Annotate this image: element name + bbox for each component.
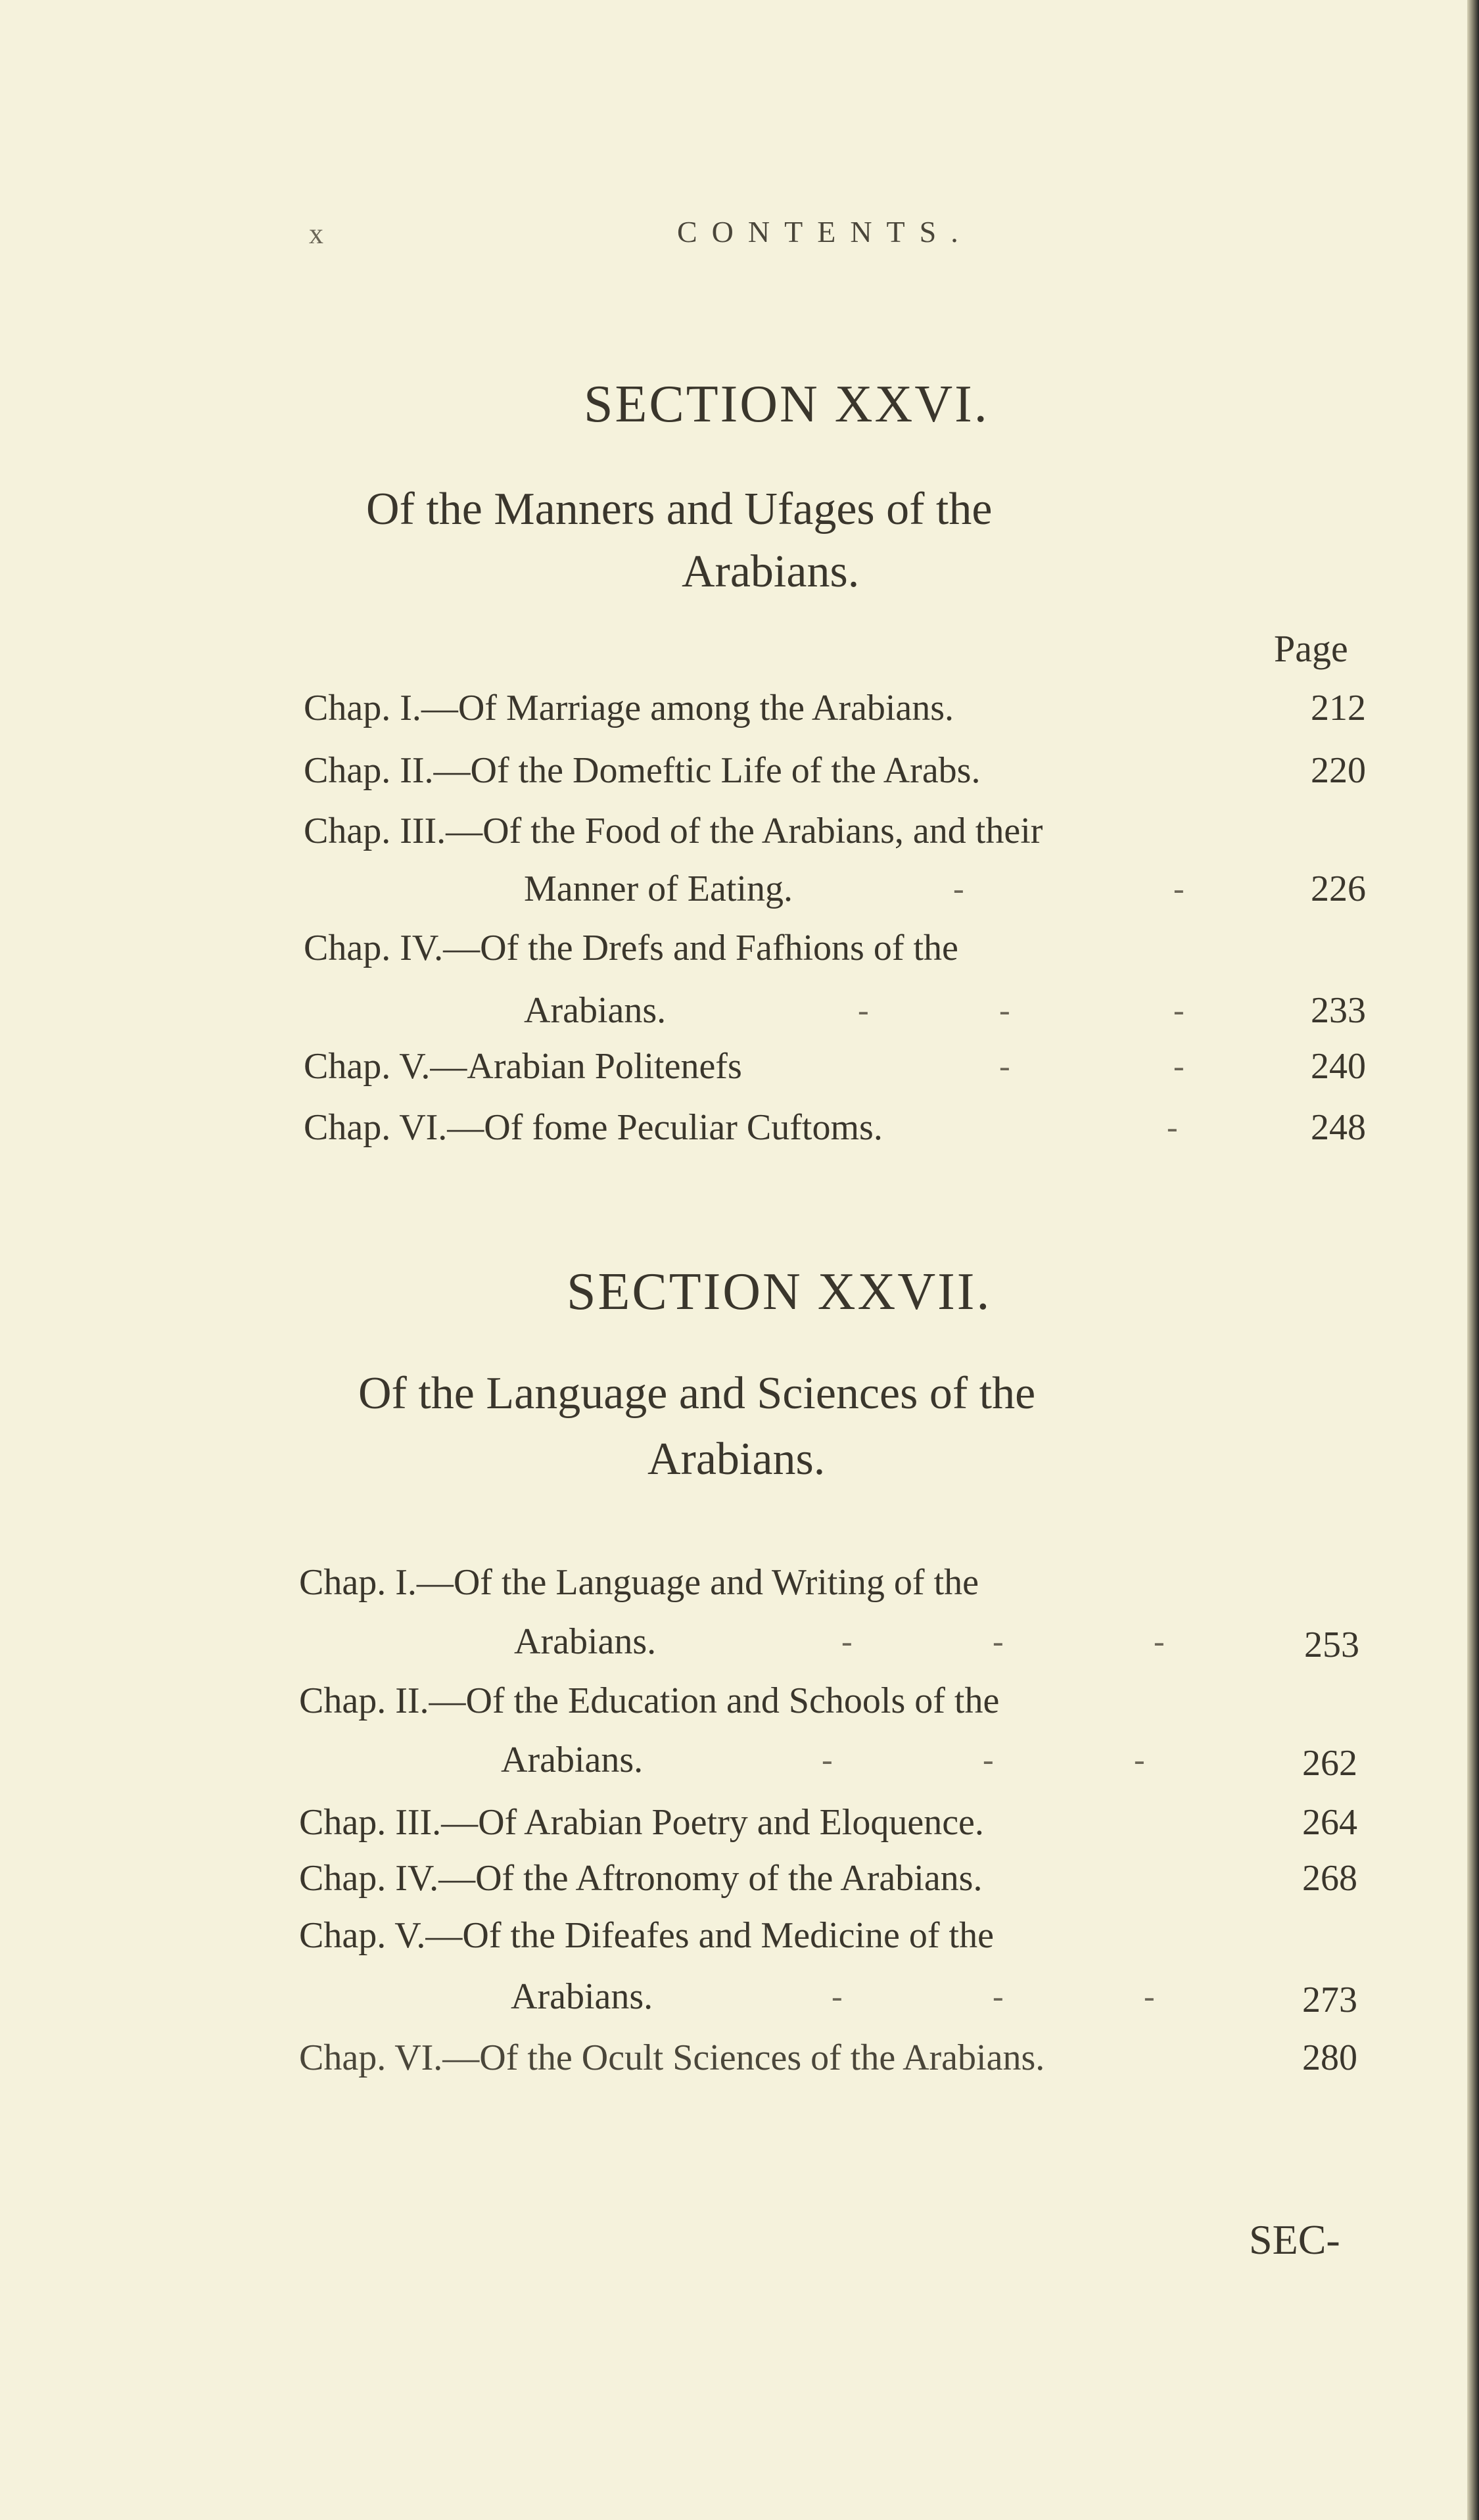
section-heading: SECTION XXVI. [584,375,989,433]
chapter-label-continuation: Arabians. [511,1976,653,2017]
dot-leader: - [1134,1741,1145,1778]
chapter-label: Chap. II.—Of the Domeftic Life of the Arabs. [304,750,981,791]
chapter-label: Chap. II.—Of the Education and Schools of the [299,1680,1000,1721]
chapter-label: Chap. VI.—Of fome Peculiar Cuftoms. [304,1107,883,1148]
dot-leader: - [1167,1108,1178,1145]
dot-leader: - [953,870,964,907]
dot-leader: - [832,1978,843,2014]
chapter-page: 268 [1302,1858,1357,1899]
chapter-label: Chap. I.—Of Marriage among the Arabians. [304,688,954,728]
section-subtitle-line-1: Of the Manners and Ufages of the [366,484,993,535]
dot-leader: - [822,1741,833,1778]
chapter-label: Chap. V.—Arabian Politenefs [304,1046,742,1087]
dot-leader: - [993,1978,1004,2014]
chapter-page: 264 [1302,1802,1357,1843]
chapter-page: 212 [1311,688,1366,728]
chapter-label-continuation: Arabians. [524,990,667,1031]
running-title: CONTENTS. [677,215,973,249]
chapter-page: 273 [1302,1980,1357,2020]
chapter-label: Chap. III.—Of the Food of the Arabians, and their [304,811,1043,851]
dot-leader: - [999,1047,1010,1084]
dot-leader: - [1144,1978,1155,2014]
dot-leader: - [993,1623,1004,1659]
dot-leader: - [1173,1047,1185,1084]
chapter-page: 280 [1302,2037,1357,2078]
section-subtitle-line-2: Arabians. [647,1434,826,1485]
dot-leader: - [1154,1623,1165,1659]
chapter-label: Chap. VI.—Of the Ocult Sciences of the Arabians. [299,2037,1045,2078]
section-heading: SECTION XXVII. [567,1263,992,1321]
chapter-page: 220 [1311,750,1366,791]
chapter-label: Chap. IV.—Of the Aftronomy of the Arabians. [299,1858,983,1899]
section-subtitle-line-2: Arabians. [682,546,860,597]
dot-leader: - [983,1741,994,1778]
chapter-page: 226 [1311,868,1366,909]
chapter-label-continuation: Arabians. [501,1740,644,1780]
chapter-page: 240 [1311,1046,1366,1087]
catchword: SEC- [1249,2216,1340,2263]
chapter-label-continuation: Arabians. [514,1621,657,1662]
chapter-page: 262 [1302,1743,1357,1784]
dot-leader: - [858,991,869,1028]
chapter-label-continuation: Manner of Eating. [524,868,793,909]
dot-leader: - [1173,870,1185,907]
dot-leader: - [1173,991,1185,1028]
chapter-page: 248 [1311,1107,1366,1148]
page-folio: x [309,218,323,250]
chapter-label: Chap. I.—Of the Language and Writing of the [299,1562,979,1603]
page-edge [1467,0,1479,2520]
section-subtitle-line-1: Of the Language and Sciences of the [358,1368,1036,1419]
dot-leader: - [999,991,1010,1028]
chapter-label: Chap. IV.—Of the Drefs and Fafhions of the [304,928,958,968]
dot-leader: - [841,1623,853,1659]
chapter-page: 233 [1311,990,1366,1031]
page-column-label: Page [1274,627,1348,670]
chapter-page: 253 [1304,1625,1359,1665]
chapter-label: Chap. III.—Of Arabian Poetry and Eloquence. [299,1802,984,1843]
chapter-label: Chap. V.—Of the Difeafes and Medicine of the [299,1915,994,1956]
